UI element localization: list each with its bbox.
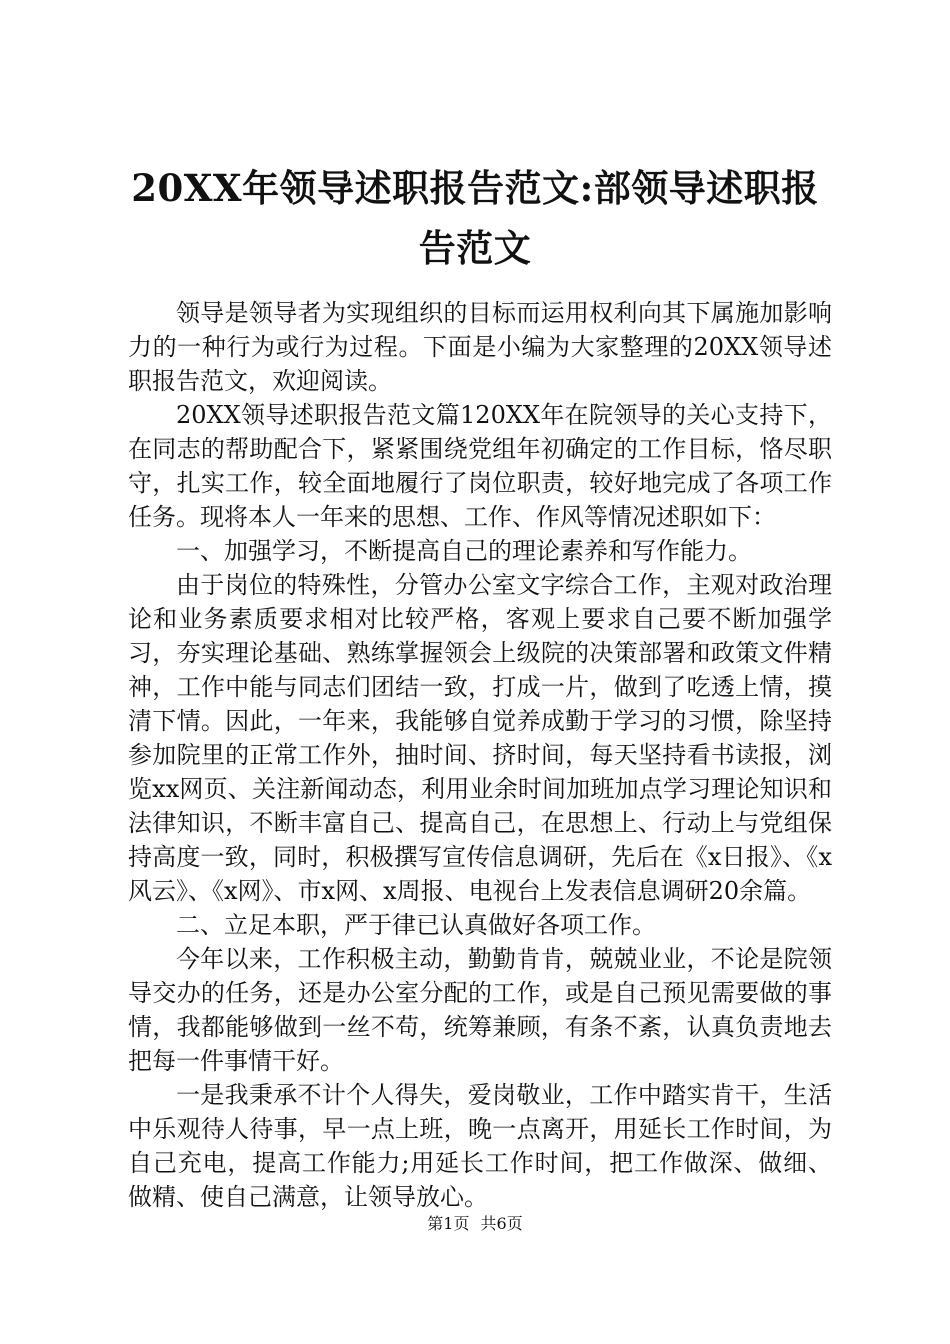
paragraph-work: 今年以来，工作积极主动，勤勤肯肯，兢兢业业，不论是院领导交办的任务，还是办公室分配的工作，或是自己预见需要做的事情，我都能够做到一丝不苟，统筹兼顾，有条不紊，认真负责地去把每一件事情干好。	[128, 945, 832, 1075]
document-title: 20XX年领导述职报告范文:部领导述职报告范文	[131, 166, 819, 270]
page-number: 第1页	[427, 1214, 470, 1233]
paragraph-study: 由于岗位的特殊性，分管办公室文字综合工作，主观对政治理论和业务素质要求相对比较严格，客观上要求自己要不断加强学习，夯实理论基础、熟练掌握领会上级院的决策部署和政策文件精神，工作中能与同志们团结一致，打成一片，做到了吃透上情，摸清下情。因此，一年来，我能够自觉养成勤于学习的习惯，除坚持参加院里的正常工作外，抽时间、挤时间，每天坚持看书读报，浏览xx网页、关注新闻动态，利用业余时间加班加点学习理论知识和法律知识，不断丰富自己、提高自己，在思想上、行动上与党组保持高度一致，同时，积极撰写宣传信息调研，先后在《x日报》、《x风云》、《x网》、市x网、x周报、电视台上发表信息调研20余篇。	[128, 571, 832, 905]
paragraph-opening: 20XX领导述职报告范文篇120XX年在院领导的关心支持下，在同志的帮助配合下，紧紧围绕党组年初确定的工作目标，恪尽职守，扎实工作，较全面地履行了岗位职责，较好地完成了各项工作任务。现将本人一年来的思想、工作、作风等情况述职如下：	[128, 401, 832, 531]
paragraph-point-one: 一是我秉承不计个人得失，爱岗敬业，工作中踏实肯干，生活中乐观待人待事，早一点上班，晚一点离开，用延长工作时间，为自己充电，提高工作能力;用延长工作时间，把工作做深、做细、做精、使自己满意，让领导放心。	[128, 1081, 832, 1211]
page-total: 共6页	[480, 1214, 523, 1233]
section-heading-2: 二、立足本职，严于律已认真做好各项工作。	[176, 911, 656, 939]
page-footer	[0, 1213, 950, 1235]
paragraph-intro: 领导是领导者为实现组织的目标而运用权利向其下属施加影响力的一种行为或行为过程。下面是小编为大家整理的20XX领导述职报告范文，欢迎阅读。	[128, 299, 832, 395]
document-body	[128, 296, 832, 1214]
section-heading-1: 一、加强学习，不断提高自己的理论素养和写作能力。	[176, 537, 752, 565]
